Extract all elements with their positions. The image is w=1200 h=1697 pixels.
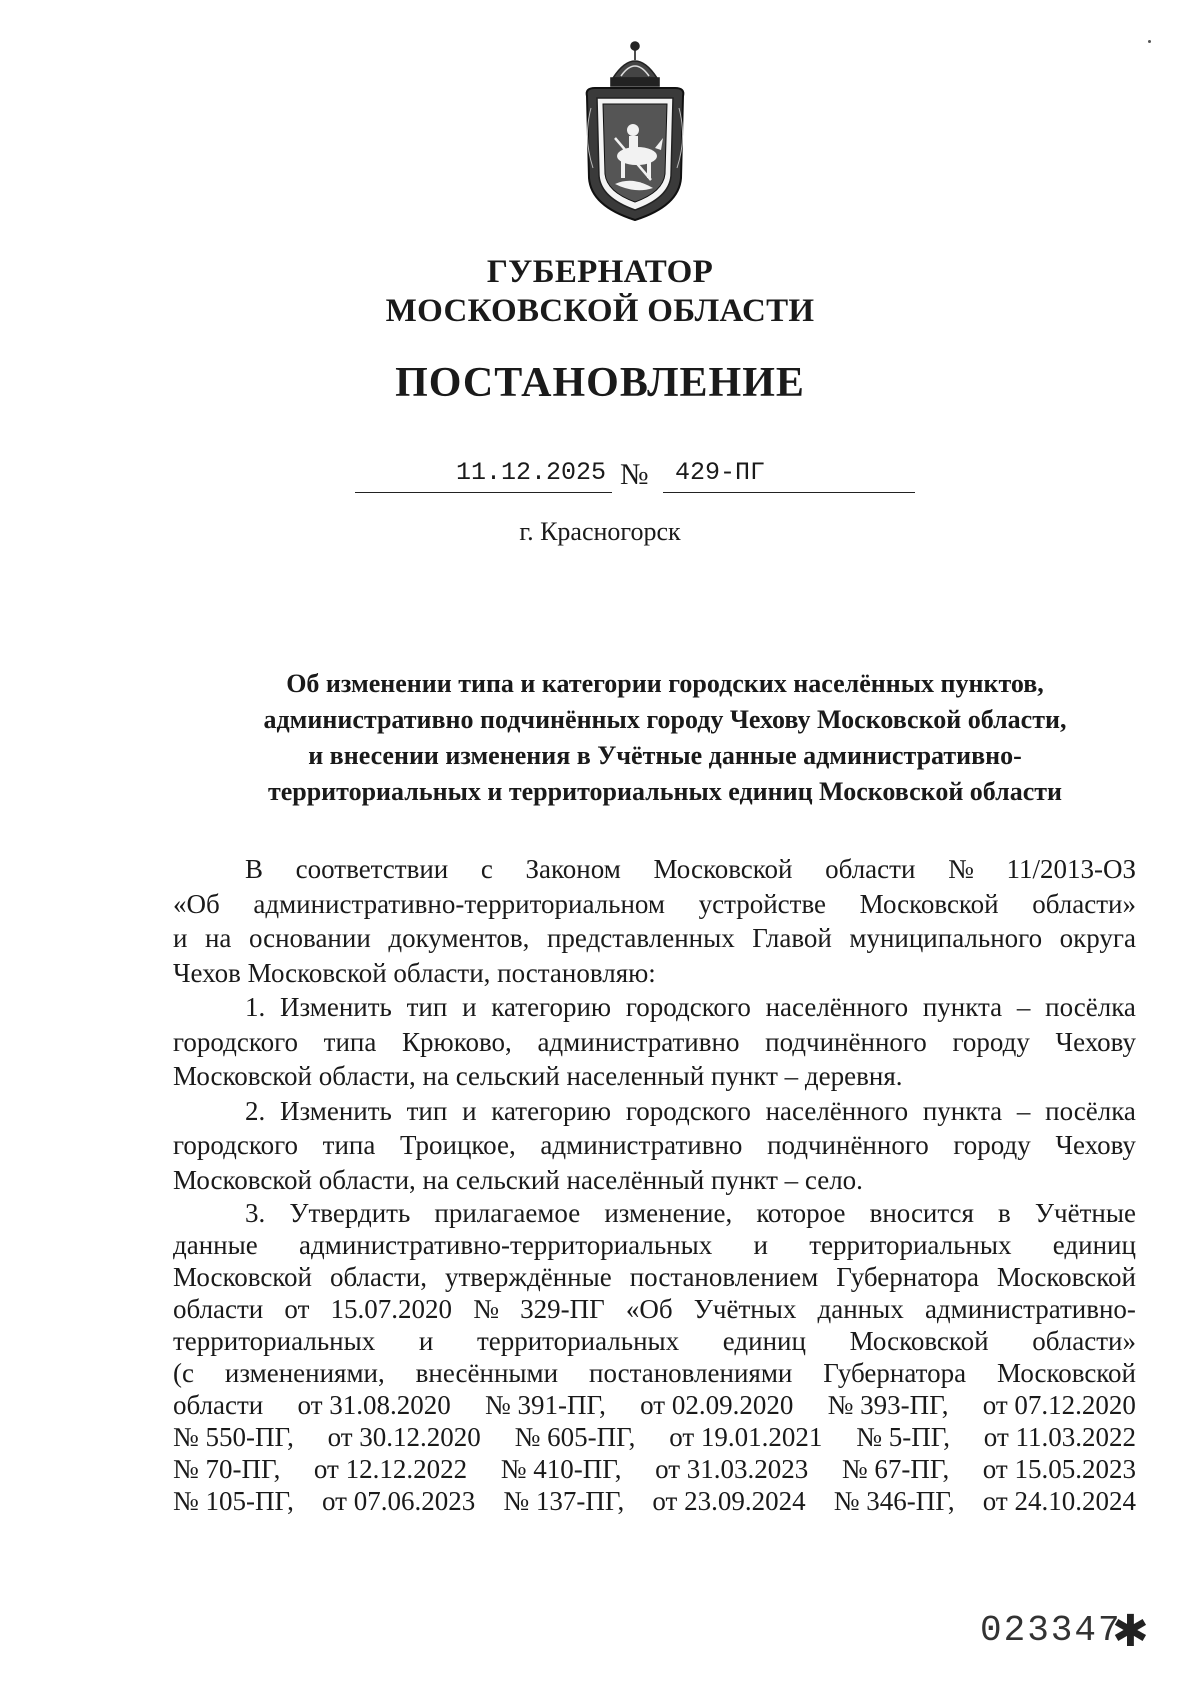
- word: № 391-ПГ,: [485, 1390, 606, 1420]
- word: подчинённого: [765, 1026, 927, 1057]
- word: населённого: [765, 992, 909, 1022]
- subject-line: и внесении изменения в Учётные данные административно-: [308, 741, 1022, 770]
- word: посёлка: [1045, 992, 1136, 1022]
- text-line: [173, 1357, 1136, 1389]
- word: № 70-ПГ,: [173, 1454, 281, 1484]
- text-line: [173, 1485, 1136, 1517]
- text-line: [173, 1293, 1136, 1325]
- word: Московской области, на сельский населенный пункт – деревня.: [173, 1061, 903, 1091]
- subject-line: административно подчинённых городу Чехову Московской области,: [263, 705, 1067, 734]
- word: и: [462, 1095, 477, 1126]
- word: от 23.09.2024: [652, 1486, 806, 1516]
- word: 3.: [245, 1198, 266, 1228]
- number-value: 429-ПГ: [675, 458, 766, 487]
- word: № 393-ПГ,: [827, 1390, 949, 1420]
- word: Московской: [996, 1358, 1136, 1388]
- word: административно-: [924, 1294, 1136, 1324]
- word: области: [825, 854, 916, 884]
- word: административно: [537, 1026, 740, 1057]
- word: устройстве: [698, 888, 827, 919]
- text-line: [173, 1325, 1136, 1357]
- date-field: [355, 458, 612, 493]
- document-body: [173, 852, 1136, 1517]
- preamble-paragraph: [173, 852, 1136, 990]
- word: от 15.05.2023: [982, 1454, 1136, 1484]
- serial-number: 023347: [980, 1610, 1122, 1651]
- word: № 67-ПГ,: [841, 1454, 950, 1484]
- word: Московской: [849, 1326, 989, 1356]
- word: тип: [406, 992, 448, 1022]
- word: области: [173, 1390, 264, 1420]
- word: пункта: [922, 992, 1003, 1022]
- text-line: [173, 1094, 1136, 1129]
- text-line: [173, 990, 1136, 1025]
- word: № 605-ПГ,: [514, 1422, 636, 1452]
- authority-title-line2: МОСКОВСКОЙ ОБЛАСТИ: [385, 293, 815, 329]
- coat-of-arms-icon: [575, 38, 695, 224]
- word: Московской области, на сельский населённый пункт – село.: [173, 1164, 863, 1195]
- word: подчинённого: [767, 1130, 929, 1160]
- word: утверждённые: [444, 1262, 612, 1292]
- word: муниципального: [849, 923, 1043, 953]
- word: 2.: [245, 1095, 266, 1126]
- date-value: 11.12.2025: [455, 458, 606, 487]
- word: категорию: [491, 1095, 612, 1126]
- word: Утвердить: [289, 1198, 411, 1228]
- word: от 11.03.2022: [983, 1422, 1136, 1452]
- word: 329-ПГ: [520, 1294, 605, 1324]
- word: от 19.01.2021: [669, 1422, 823, 1452]
- word: Главой: [752, 923, 832, 953]
- item-3-paragraph: [173, 1197, 1136, 1517]
- word: –: [1016, 992, 1031, 1022]
- word: городского: [173, 1026, 298, 1057]
- authority-title-line1: ГУБЕРНАТОР: [486, 254, 714, 290]
- word: от 07.12.2020: [982, 1390, 1136, 1420]
- word: документов,: [388, 923, 530, 953]
- word: административно-территориальных: [299, 1230, 713, 1260]
- word: № 550-ПГ,: [173, 1422, 294, 1452]
- word: Крюково,: [402, 1026, 512, 1057]
- subject-line: территориальных и территориальных единиц Московской области: [267, 777, 1063, 806]
- word: Чехову: [1055, 1026, 1136, 1057]
- word: и: [462, 992, 477, 1022]
- word: Законом: [525, 854, 621, 884]
- word: данные: [173, 1230, 258, 1260]
- word: внесёнными: [415, 1358, 559, 1388]
- word: Московской: [173, 1262, 313, 1292]
- word: Учётных: [693, 1294, 797, 1324]
- word: административно: [540, 1130, 743, 1160]
- text-line: [173, 921, 1136, 956]
- word: от: [284, 1294, 310, 1324]
- word: области: [173, 1294, 264, 1324]
- text-line: [173, 1453, 1136, 1485]
- word: единиц: [1052, 1230, 1136, 1260]
- text-line: [173, 1025, 1136, 1060]
- word: представленных: [546, 923, 735, 953]
- text-line: [173, 1421, 1136, 1453]
- text-line: [173, 956, 1136, 991]
- word: Учётные: [1034, 1198, 1136, 1228]
- word: «Об: [625, 1294, 673, 1324]
- word: Изменить: [280, 1095, 392, 1126]
- item-1-paragraph: [173, 990, 1136, 1094]
- word: которое: [756, 1198, 846, 1228]
- text-line: [173, 1128, 1136, 1163]
- word: категорию: [491, 992, 612, 1022]
- word: 1.: [245, 992, 266, 1022]
- subject-line: Об изменении типа и категории городских населённых пунктов,: [286, 669, 1044, 698]
- word: в: [998, 1198, 1011, 1228]
- word: постановлением: [629, 1262, 819, 1292]
- word: тип: [406, 1095, 448, 1126]
- word: городского: [173, 1130, 298, 1160]
- word: области,: [329, 1262, 427, 1292]
- word: от 07.06.2023: [322, 1486, 476, 1516]
- text-line: [173, 1197, 1136, 1229]
- word: городу: [953, 1130, 1031, 1160]
- word: с: [480, 854, 493, 884]
- word: прилагаемое: [434, 1198, 581, 1228]
- word: № 105-ПГ,: [173, 1486, 294, 1516]
- word: и: [753, 1230, 768, 1260]
- word: Чехов Московской области, постановляю:: [173, 957, 656, 988]
- word: данных: [817, 1294, 904, 1324]
- text-line: [173, 1163, 1136, 1198]
- word: Московской: [859, 888, 999, 919]
- word: –: [1016, 1095, 1031, 1126]
- word: Московской: [996, 1262, 1136, 1292]
- word: 15.07.2020: [330, 1294, 453, 1324]
- word: В: [245, 854, 264, 884]
- word: территориальных: [809, 1230, 1012, 1260]
- word: пункта: [922, 1095, 1003, 1126]
- scan-speck: [1148, 40, 1151, 43]
- word: «Об: [173, 888, 220, 919]
- word: Изменить: [280, 992, 392, 1022]
- word: округа: [1059, 923, 1136, 953]
- word: Троицкое,: [400, 1130, 516, 1160]
- word: и: [173, 923, 188, 953]
- word: вносится: [869, 1198, 974, 1228]
- word: от 31.03.2023: [655, 1454, 809, 1484]
- item-2-paragraph: [173, 1094, 1136, 1198]
- word: административно-территориальном: [253, 888, 665, 919]
- word: области»: [1032, 888, 1136, 919]
- word: типа: [323, 1026, 377, 1057]
- text-line: [173, 1261, 1136, 1293]
- word: территориальных: [173, 1326, 376, 1356]
- word: типа: [322, 1130, 376, 1160]
- word: области»: [1032, 1326, 1136, 1356]
- word: Чехову: [1055, 1130, 1136, 1160]
- word: Губернатора: [836, 1262, 979, 1292]
- word: от 31.08.2020: [297, 1390, 451, 1420]
- word: Губернатора: [823, 1358, 967, 1388]
- word: городу: [952, 1026, 1030, 1057]
- number-field: [663, 458, 915, 493]
- text-line: [173, 887, 1136, 922]
- word: территориальных: [476, 1326, 680, 1356]
- word: № 137-ПГ,: [503, 1486, 625, 1516]
- word: постановлениями: [589, 1358, 793, 1388]
- text-line: [173, 852, 1136, 887]
- word: №: [948, 854, 974, 884]
- word: городского: [625, 1095, 751, 1126]
- word: № 5-ПГ,: [856, 1422, 951, 1452]
- word: единиц: [722, 1326, 806, 1356]
- word: от 02.09.2020: [640, 1390, 794, 1420]
- word: на: [204, 923, 232, 953]
- number-sign: №: [620, 458, 649, 491]
- text-line: [173, 1389, 1136, 1421]
- word: соответствии: [295, 854, 449, 884]
- word: изменениями,: [224, 1358, 385, 1388]
- word: городского: [625, 992, 751, 1022]
- word: и: [418, 1326, 434, 1356]
- word: изменение,: [604, 1198, 733, 1228]
- word: Московской: [653, 854, 793, 884]
- word: населённого: [765, 1095, 909, 1126]
- date-number-line: [0, 458, 1200, 498]
- word: от 12.12.2022: [313, 1454, 468, 1484]
- word: от 30.12.2020: [327, 1422, 481, 1452]
- text-line: [173, 1059, 1136, 1094]
- word: №: [473, 1294, 499, 1324]
- text-line: [173, 1229, 1136, 1261]
- word: от 24.10.2024: [982, 1486, 1136, 1516]
- serial-mark-icon: ✱: [1112, 1606, 1149, 1657]
- word: посёлка: [1045, 1095, 1136, 1126]
- document-type: ПОСТАНОВЛЕНИЕ: [395, 360, 805, 406]
- word: № 346-ПГ,: [833, 1486, 955, 1516]
- word: № 410-ПГ,: [500, 1454, 622, 1484]
- document-subject: [220, 666, 1110, 810]
- word: основании: [248, 923, 371, 953]
- place-of-issue: г. Красногорск: [519, 517, 681, 546]
- word: 11/2013-ОЗ: [1006, 854, 1136, 884]
- word: (с: [173, 1358, 194, 1388]
